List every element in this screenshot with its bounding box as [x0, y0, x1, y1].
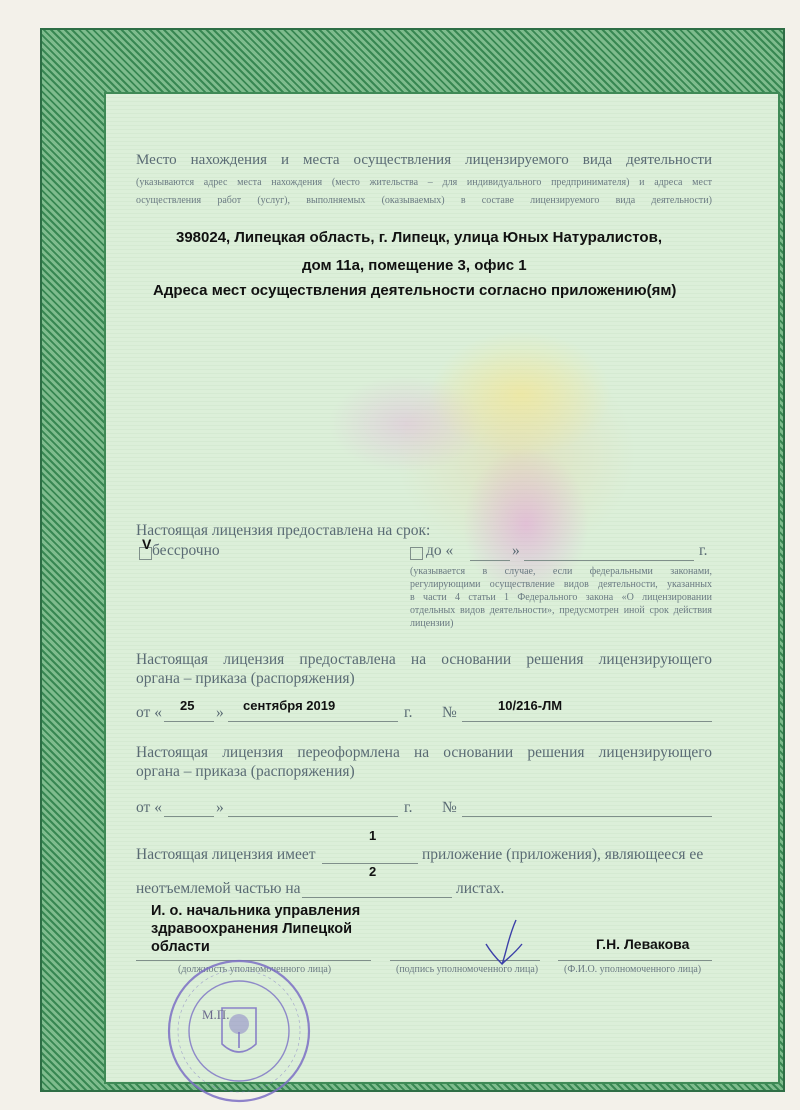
until-prefix: до «: [426, 542, 454, 559]
term-note-line1: (указывается в случае, если федеральными законами,: [410, 566, 712, 577]
appendix-line2-b: листах.: [456, 880, 505, 897]
guilloche-frame: [40, 28, 785, 1092]
reissue-day-line: [164, 816, 214, 817]
address-line2: дом 11а, помещение 3, офис 1: [302, 257, 527, 274]
grant-number: 10/216-ЛМ: [498, 698, 563, 713]
term-heading: Настоящая лицензия предоставлена на срок:: [136, 522, 431, 539]
term-note-line4: отдельных видов деятельности», предусмотрен иной срок действия: [410, 605, 712, 616]
until-day-line: [470, 560, 510, 561]
reissue-year-suffix: г.: [404, 799, 413, 816]
grant-from-open: от «: [136, 704, 162, 721]
reissue-line1: Настоящая лицензия переоформлена на основании решения лицензирующего: [136, 744, 712, 761]
appendix-line1-a: Настоящая лицензия имеет: [136, 846, 316, 863]
until-checkbox: [410, 547, 423, 560]
until-mid: »: [512, 542, 520, 559]
unlimited-label: бессрочно: [152, 542, 220, 559]
location-heading: Место нахождения и места осуществления лицензируемого вида деятельности: [136, 152, 712, 168]
address-line3: Адреса мест осуществления деятельности согласно приложению(ям): [153, 282, 677, 299]
position-line2: здравоохранения Липецкой: [151, 921, 353, 937]
mp-label: М.П.: [202, 1007, 230, 1022]
grant-number-line: [462, 721, 712, 722]
caption-name: (Ф.И.О. уполномоченного лица): [564, 964, 702, 975]
appendix-sheets: 2: [369, 864, 377, 879]
name-line: [558, 960, 712, 961]
caption-position: (должность уполномоченного лица): [178, 964, 332, 975]
grant-month-year: сентября 2019: [243, 698, 336, 713]
grant-line1: Настоящая лицензия предоставлена на основании решения лицензирующего: [136, 651, 712, 668]
document-body: [104, 92, 780, 1084]
check-mark: V: [142, 536, 152, 552]
location-note-line2: осуществления работ (услуг), выполняемых (оказываемых) в составе лицензируемого вида деятельности): [136, 195, 712, 206]
reissue-number-sign: №: [442, 799, 457, 816]
position-line1: И. о. начальника управления: [151, 903, 361, 919]
grant-number-sign: №: [442, 704, 457, 721]
location-note-line1: (указываются адрес места нахождения (место жительства – для индивидуального предпринимателя) и адреса мест: [136, 177, 712, 188]
address-line1: 398024, Липецкая область, г. Липецк, улица Юных Натуралистов,: [176, 229, 662, 246]
grant-day: 25: [180, 698, 195, 713]
reissue-from-open: от «: [136, 799, 162, 816]
grant-line2: органа – приказа (распоряжения): [136, 670, 355, 687]
term-note-line5: лицензии): [410, 618, 454, 629]
reissue-date-line: [228, 816, 398, 817]
term-note-line3: в части 4 статьи 1 Федерального закона «О лицензировании: [410, 592, 712, 603]
appendix-sheets-line: [302, 897, 452, 898]
appendix-line1-b: приложение (приложения), являющееся ее: [422, 846, 704, 863]
caption-signature: (подпись уполномоченного лица): [396, 964, 539, 975]
until-date-line: [524, 560, 694, 561]
position-line3: области: [151, 939, 210, 955]
grant-from-close: »: [216, 704, 224, 721]
reissue-number-line: [462, 816, 712, 817]
grant-day-line: [164, 721, 214, 722]
grant-year-suffix: г.: [404, 704, 413, 721]
official-seal: [164, 956, 314, 1106]
term-note-line2: регулирующими осуществление видов деятельности, указанных: [410, 579, 712, 590]
grant-date-line: [228, 721, 398, 722]
appendix-count: 1: [369, 828, 377, 843]
reissue-line2: органа – приказа (распоряжения): [136, 763, 355, 780]
until-suffix: г.: [699, 542, 708, 559]
handwritten-signature: [478, 914, 538, 974]
reissue-from-close: »: [216, 799, 224, 816]
signatory-name: Г.Н. Левакова: [596, 936, 690, 952]
appendix-line2-a: неотъемлемой частью на: [136, 880, 301, 897]
